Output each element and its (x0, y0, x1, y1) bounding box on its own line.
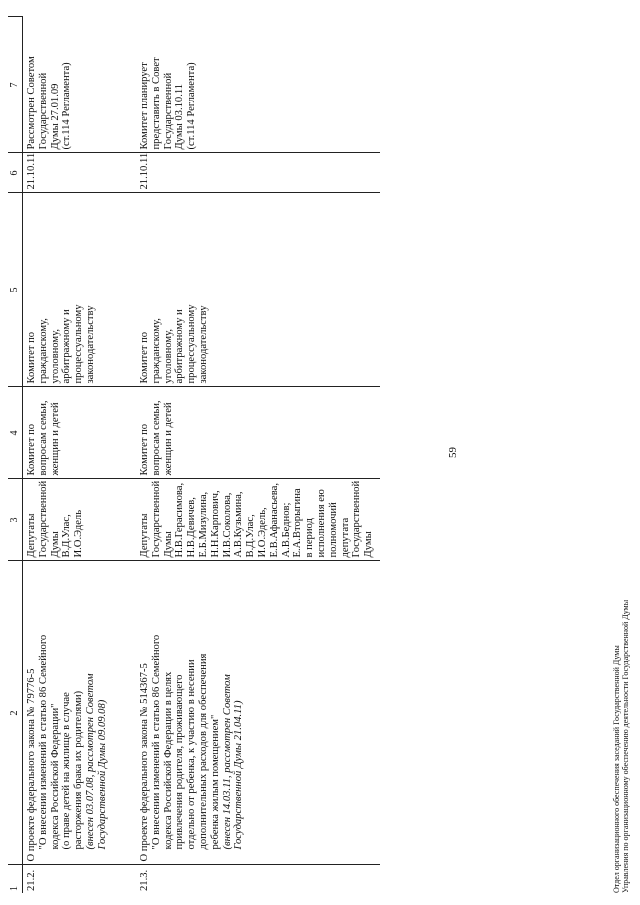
status-cell (23, 17, 137, 153)
coexec-line: гражданскому, (150, 318, 162, 384)
initiators-cell (23, 479, 137, 561)
bill-title-line: "О внесении изменений в статью 86 Семейного (37, 634, 49, 850)
date-cell: 21.10.11 (136, 153, 380, 193)
initiator-line: В.Д.Улас, (61, 514, 73, 558)
status-line: (ст.114 Регламента) (186, 62, 198, 150)
status-line: Комитет планирует (139, 62, 150, 150)
table-row (136, 17, 380, 893)
coexec-line: арбитражному и (61, 309, 73, 384)
status-cell (136, 17, 380, 153)
initiator-line: В.Д.Улас, (245, 514, 257, 558)
bill-title-line: О проекте федерального закона № 514367-5 (139, 663, 150, 862)
initiator-line: Государственной (37, 480, 49, 558)
bill-title-line: кодекса Российской Федерации в целях (162, 671, 174, 850)
initiator-line: исполнения ею (315, 489, 327, 558)
table-row (23, 17, 137, 893)
row-number: 21.2. (23, 865, 137, 893)
coexec-line: Комитет по (26, 331, 37, 384)
footer-note-line2: Управления по организационному обеспечению деятельности Государственной Думы (621, 599, 630, 893)
coexec-line: гражданскому, (37, 318, 49, 384)
coexec-line: арбитражному и (174, 309, 186, 384)
initiator-line: А.В.Беднов; (280, 502, 292, 558)
bill-title-line: О проекте федерального закона № 79776-5 (26, 668, 37, 862)
date-cell: 21.10.11 (23, 153, 137, 193)
footer-note-line1: Отдел организационного обеспечения заседаний Государственной Думы (612, 645, 621, 893)
status-line: Думы 03.10.11 (174, 83, 186, 150)
initiator-line: Думы (363, 531, 375, 558)
page-number: 59 (447, 447, 459, 458)
coexec-line: законодательству (84, 305, 96, 384)
initiator-line: Государственной (150, 480, 162, 558)
bill-title-line: (о праве детей на жилище в случае (61, 692, 73, 850)
bill-note-line: Государственной Думы 21.04.11) (233, 700, 245, 850)
bill-title-line: расторжения брака их родителями) (73, 690, 85, 850)
committee-line: Комитет по (26, 423, 37, 476)
committee-line: Комитет по (139, 423, 150, 476)
initiator-line: И.О.Эдель (73, 509, 85, 558)
initiator-line: депутата (339, 517, 351, 558)
bill-title-line: кодекса Российской Федерации" (49, 703, 61, 850)
bill-title-line: привлечения родителя, проживающего (174, 674, 186, 850)
column-header: 1 (8, 865, 23, 893)
coexec-line: процессуальному (186, 304, 198, 384)
coexecutor-committee-cell (136, 193, 380, 387)
committee-line: вопросам семьи, (150, 400, 162, 476)
bill-description (136, 561, 380, 865)
initiator-line: Н.В.Герасимова, (174, 482, 186, 558)
initiator-line: Н.Н.Карпович, (209, 490, 221, 558)
status-line: Государственной (37, 72, 49, 150)
responsible-committee-cell (136, 387, 380, 479)
initiator-line: И.В.Соколова, (221, 492, 233, 558)
bill-title-line: ребенка жилым помещением" (209, 714, 221, 850)
bill-title-line: отдельно от ребенка, к участию в несении (186, 659, 198, 850)
committee-line: женщин и детей (49, 402, 61, 476)
coexec-line: процессуальному (73, 304, 85, 384)
initiator-line: Н.В.Девичев, (186, 497, 198, 558)
table-header-row (8, 17, 23, 893)
coexec-line: Комитет по (139, 331, 150, 384)
bill-note-line: Государственной Думы 09.09.08) (96, 699, 108, 850)
status-line: Думы 27.01.09 (49, 83, 61, 150)
column-header: 2 (8, 561, 23, 865)
status-line: (ст.114 Регламента) (61, 62, 73, 150)
bill-title-line: "О внесении изменений в статью 86 Семейного (150, 634, 162, 850)
column-header: 5 (8, 193, 23, 387)
coexecutor-committee-cell (23, 193, 137, 387)
initiators-cell (136, 479, 380, 561)
column-header: 3 (8, 479, 23, 561)
status-line: Рассмотрен Советом (26, 56, 37, 150)
initiator-line: полномочий (327, 502, 339, 558)
committee-line: вопросам семьи, (37, 400, 49, 476)
initiator-line: Думы (49, 531, 61, 558)
coexec-line: уголовному, (49, 329, 61, 384)
bill-note-line: (внесен 03.07.08, рассмотрен Советом (84, 673, 96, 850)
bill-note-line: (внесен 14.03.11, рассмотрен Советом (221, 674, 233, 850)
bill-title-line: дополнительных расходов для обеспечения (197, 653, 209, 850)
initiator-line: Государственной (351, 480, 363, 558)
coexec-line: уголовному, (162, 329, 174, 384)
initiator-line: Е.А.Вторыгина (292, 488, 304, 558)
bill-description (23, 561, 137, 865)
row-number: 21.3. (136, 865, 380, 893)
initiator-line: Е.В.Афанасьева, (268, 483, 280, 558)
initiator-line: Думы (162, 531, 174, 558)
initiator-line: И.О.Эдель, (256, 507, 268, 558)
column-header: 4 (8, 387, 23, 479)
initiator-line: в период (304, 518, 316, 558)
initiator-line: Е.Б.Мизулина, (197, 491, 209, 558)
initiator-line: Депутаты (26, 513, 37, 558)
agenda-table (8, 17, 380, 894)
responsible-committee-cell (23, 387, 137, 479)
status-line: представить в Совет (150, 57, 162, 150)
column-header: 6 (8, 153, 23, 193)
status-line: Государственной (162, 72, 174, 150)
coexec-line: законодательству (197, 305, 209, 384)
initiator-line: Депутаты (139, 513, 150, 558)
column-header: 7 (8, 17, 23, 153)
committee-line: женщин и детей (162, 402, 174, 476)
initiator-line: А.В.Кузьмина, (233, 491, 245, 558)
